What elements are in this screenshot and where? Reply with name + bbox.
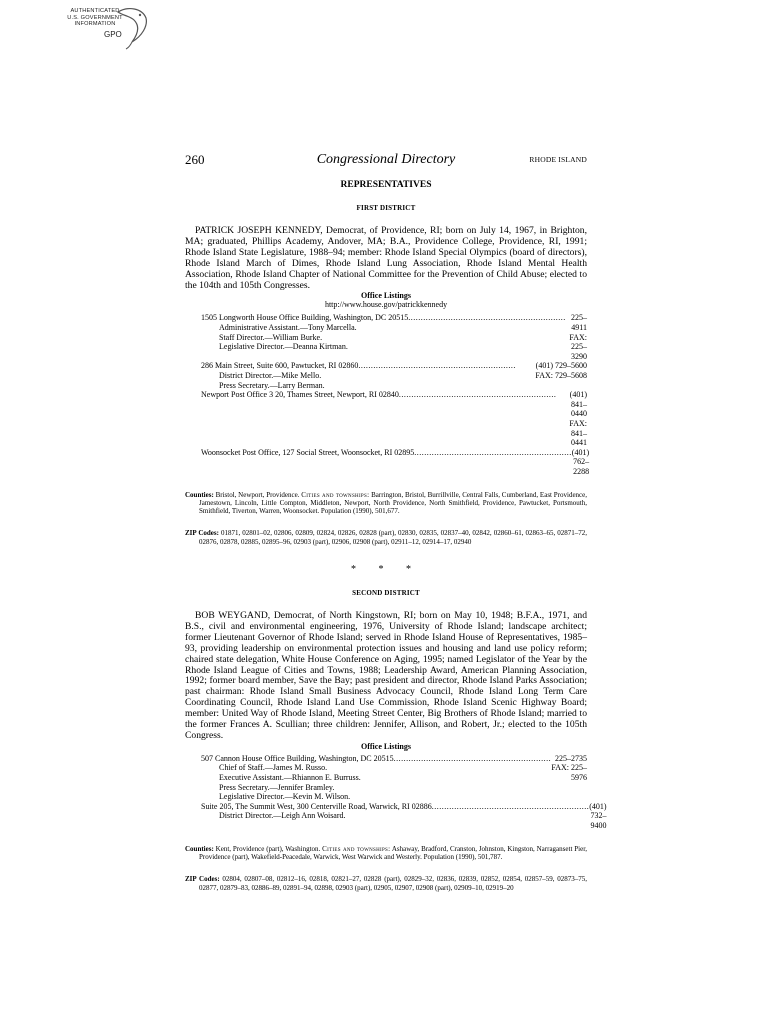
phone-number: (401) 762–2288	[571, 447, 590, 476]
office-address: Newport Post Office 3 20, Thames Street, Newport, RI 02840	[201, 390, 399, 400]
phone-number: (401) 732–9400	[589, 801, 607, 831]
zip-label: ZIP Codes:	[185, 875, 220, 884]
phone-number: (401) 729–5600	[535, 361, 587, 371]
office-address: 507 Cannon House Office Building, Washington, DC 20515	[201, 753, 394, 763]
office-listings-heading: Office Listings	[361, 291, 411, 301]
staff-line: District Director.—Leigh Ann Woisard.	[219, 811, 346, 821]
office-listings-heading: Office Listings	[361, 741, 411, 751]
staff-line: Chief of Staff.—James M. Russo.	[219, 763, 328, 773]
member-bio: PATRICK JOSEPH KENNEDY, Democrat, of Providence, RI; born on July 14, 1967, in Brighton, MA; graduated, Phillips Academy, Andover, MA; B.A., Providence College, Providence, RI, 1991; Rhode Island State Legislature, 1988–94; member: Rhode Island Special Olympics (board of directors), Rhode Island March of Dimes, Rhode Island Lung Association, Rhode Island Mental Health Association, Rhode Island Chapter of National Committee for the Prevention of Child Abuse; elected to the 104th and 105th Congresses.	[185, 225, 587, 291]
section-title: REPRESENTATIVES	[340, 180, 432, 190]
office-entry	[185, 313, 587, 361]
cities-text: Ashaway, Bradford, Cranston, Johnston, Kingston, Narragansett Pier, Providence (part), Wakefield-Peacedale, Warwick, West Warwick and Westerly. Population (1990), 501,787.	[199, 844, 587, 861]
zip-text: 01871, 02801–02, 02806, 02809, 02824, 02826, 02828 (part), 02830, 02835, 02837–40, 02842, 02860–61, 02863–65, 02871–72, 02876, 02878, 02885, 02895–96, 02903 (part), 02906, 02908 (part), 02911–12, 02914–17, 02940	[199, 529, 588, 546]
zip-codes-block	[185, 875, 587, 892]
cities-text: Barrington, Bristol, Burrillville, Central Falls, Cumberland, East Providence, Jamestown, Lincoln, Little Compton, Middleton, Newport, North Providence, North Smithfield, Providence, Pawtucket, Portsmouth, Smithfield, Tiverton, Warren, Woonsocket. Population (1990), 501,677.	[199, 490, 588, 516]
office-entry	[185, 447, 590, 477]
zip-codes-block	[185, 529, 587, 546]
staff-line: Administrative Assistant.—Tony Marcella.	[219, 323, 357, 333]
office-address: Suite 205, The Summit West, 300 Centerville Road, Warwick, RI 02886	[201, 801, 432, 811]
counties-text: Bristol, Newport, Providence.	[215, 490, 300, 499]
page-title: Congressional Directory	[316, 152, 456, 167]
counties-text: Kent, Providence (part), Washington.	[215, 844, 321, 853]
staff-line: District Director.—Mike Mello.	[219, 371, 322, 380]
eagle-icon	[114, 6, 150, 50]
leader-dots: ...............................................................	[408, 313, 566, 323]
leader-dots: ...............................................................	[431, 801, 590, 811]
directory-page	[185, 152, 607, 892]
staff-line: Press Secretary.—Jennifer Bramley.	[219, 782, 335, 792]
office-address: 286 Main Street, Suite 600, Pawtucket, RI 02860	[201, 361, 359, 371]
counties-block	[185, 491, 587, 516]
leader-dots: ...............................................................	[393, 753, 552, 763]
logo-line-2: U.S. GOVERNMENT	[67, 14, 123, 21]
staff-line: Legislative Director.—Deanna Kirtman.	[219, 342, 348, 352]
phone-number: (401) 841–0440	[569, 390, 587, 419]
fax-number: FAX: 729–5608	[535, 371, 587, 380]
office-entry	[185, 801, 607, 831]
office-address: 1505 Longworth House Office Building, Washington, DC 20515	[201, 313, 409, 323]
counties-label: Counties:	[185, 490, 214, 499]
district-heading: SECOND DISTRICT	[352, 589, 420, 598]
staff-line: Legislative Director.—Kevin M. Wilson.	[219, 792, 351, 802]
leader-dots: ...............................................................	[414, 447, 572, 457]
fax-number: FAX: 841–0441	[569, 418, 587, 448]
fax-number: FAX: 225–5976	[551, 763, 587, 783]
counties-block	[185, 845, 587, 862]
running-header	[185, 152, 587, 170]
leader-dots: ...............................................................	[398, 390, 557, 400]
office-entry	[185, 754, 587, 802]
page-number: 260	[185, 152, 205, 167]
cities-label: Cities and townships:	[301, 490, 370, 499]
cities-label: Cities and townships:	[322, 844, 391, 853]
district-heading: FIRST DISTRICT	[356, 204, 416, 212]
phone-number: 225–2735	[555, 753, 587, 763]
logo-gpo: GPO	[104, 30, 122, 39]
member-bio: BOB WEYGAND, Democrat, of North Kingstown, RI; born on May 10, 1948; B.F.A., 1971, and B.S., civil and environmental engineering, 1976, University of Rhode Island; landscape architect; former Lieutenant Governor of Rhode Island; served in Rhode Island House of Representatives, 1985–93, providing leadership on environmental protection issues and housing and land use policy reform; chaired state delegation, White House Conference on Aging, 1995; named Legislator of the Year by the Rhode Island League of Cities and Towns, 1988; Leadership Award, American Planning Association, 1992; former board member, Save the Bay; past president and director, Rhode Island Parks Association; past chairman: Rhode Island Small Business Advocacy Council, Rhode Island Long Term Care Coordinating Council, Rhode Island Land Use Commission, Rhode Island Scenic Highway Board; member: United Way of Rhode Island, Meeting Street Center, Big Brothers of Rhode Island; married to the former Frances A. Scullian; three children: Jennifer, Allison, and Robert, Jr.; elected to the 105th Congress.	[185, 610, 587, 741]
logo-line-3: INFORMATION	[74, 21, 116, 28]
zip-label: ZIP Codes:	[185, 529, 219, 538]
office-list	[185, 753, 607, 831]
staff-line: Press Secretary.—Larry Berman.	[219, 380, 325, 390]
staff-line: Staff Director.—William Burke.	[219, 332, 323, 342]
counties-label: Counties:	[185, 844, 214, 853]
gpo-authentication-logo	[62, 6, 152, 52]
office-address: Woonsocket Post Office, 127 Social Street, Woonsocket, RI 02895	[201, 447, 415, 457]
fax-number: FAX: 225–3290	[569, 332, 587, 361]
office-entry	[185, 390, 587, 448]
phone-number: 225–4911	[571, 313, 587, 333]
logo-line-1: AUTHENTICATED	[70, 8, 120, 14]
leader-dots: ...............................................................	[358, 361, 516, 371]
zip-text: 02804, 02807–08, 02812–16, 02818, 02821–27, 02828 (part), 02829–32, 02836, 02839, 02852, 02854, 02857–59, 02873–75, 02877, 02879–83, 02886–89, 02891–94, 02898, 02903 (part), 02905, 02907, 02908 (part), 02909–10, 02919–20	[199, 875, 588, 892]
staff-line: Executive Assistant.—Rhiannon E. Burruss.	[219, 773, 361, 783]
office-entry	[185, 361, 587, 390]
member-url: http://www.house.gov/patrickkennedy	[324, 300, 448, 310]
section-separator: * * *	[351, 564, 421, 576]
state-name: RHODE ISLAND	[529, 155, 587, 164]
office-list	[185, 313, 590, 476]
